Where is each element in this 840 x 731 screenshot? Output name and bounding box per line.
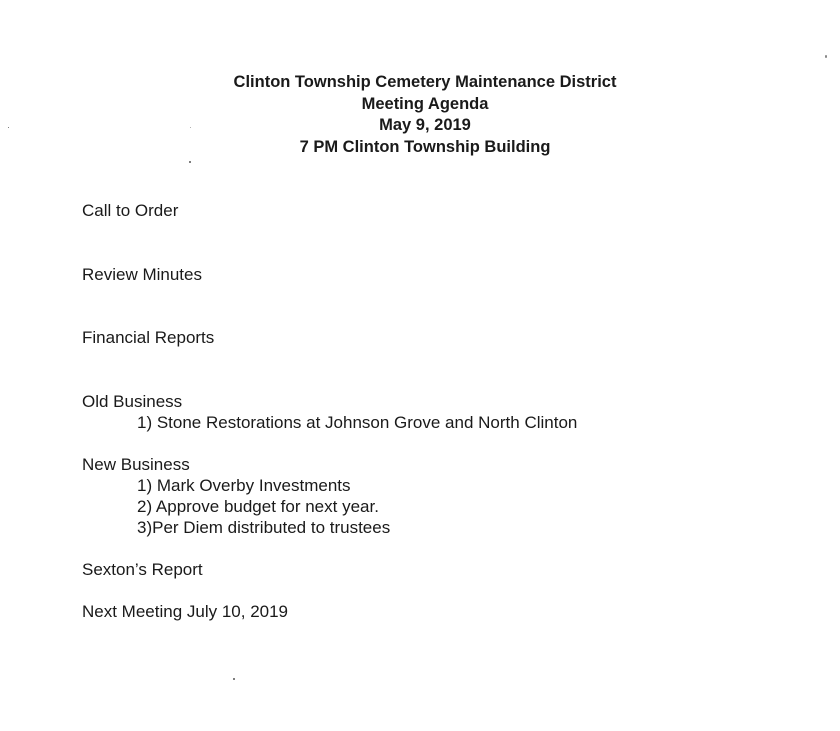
document-title: Meeting Agenda <box>361 94 489 113</box>
meeting-date: May 9, 2019 <box>379 116 471 134</box>
old-business-title: Old Business <box>82 392 183 411</box>
new-business-item: 1) Mark Overby Investments <box>137 476 351 495</box>
agenda-item-call-to-order: Call to Order <box>82 201 179 220</box>
new-business-title: New Business <box>82 455 190 474</box>
scan-speck <box>189 161 191 163</box>
meeting-time-location: 7 PM Clinton Township Building <box>299 137 551 156</box>
scan-speck <box>8 127 9 128</box>
old-business-item: 1) Stone Restorations at Johnson Grove and North Clinton <box>137 413 578 432</box>
agenda-section-new-business <box>82 454 390 538</box>
district-name: Clinton Township Cemetery Maintenance District <box>233 73 617 91</box>
agenda-item-financial-reports: Financial Reports <box>82 328 215 347</box>
agenda-header <box>0 72 840 158</box>
agenda-section-old-business <box>82 391 577 433</box>
agenda-item-sextons-report: Sexton’s Report <box>82 560 203 579</box>
scan-speck <box>233 678 235 680</box>
scan-speck <box>825 55 827 58</box>
agenda-item-review-minutes: Review Minutes <box>82 265 202 284</box>
new-business-item: 3)Per Diem distributed to trustees <box>137 518 391 537</box>
scan-speck <box>190 127 191 128</box>
new-business-item: 2) Approve budget for next year. <box>137 497 379 516</box>
agenda-item-next-meeting: Next Meeting July 10, 2019 <box>82 602 289 621</box>
